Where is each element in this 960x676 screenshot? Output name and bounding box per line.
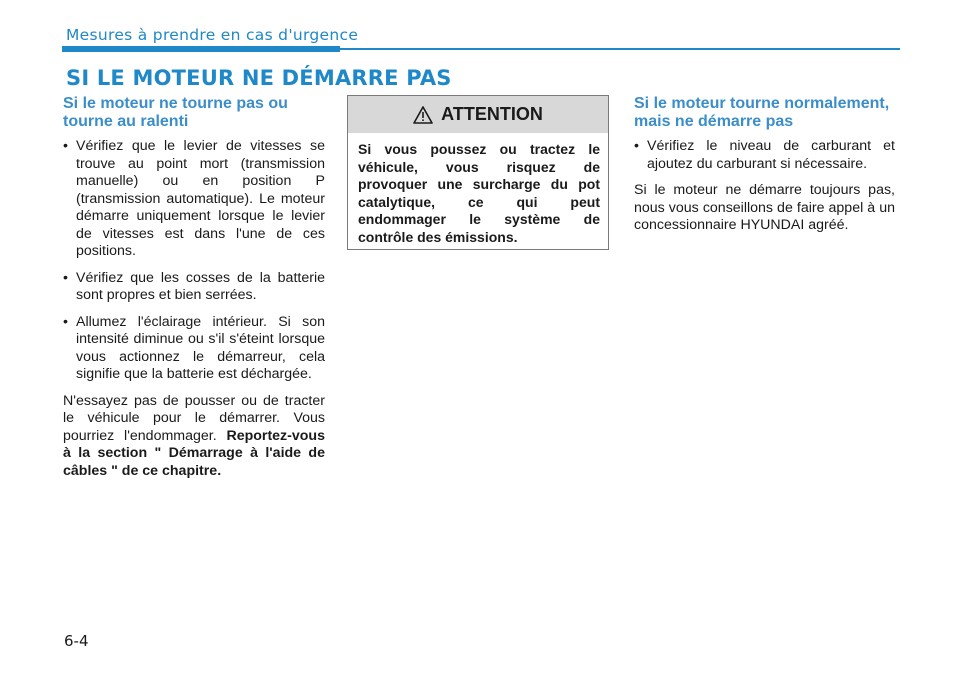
left-subtitle: Si le moteur ne tourne pas ou tourne au ralenti [63, 95, 288, 130]
left-paragraph-text: N'essayez pas de pousser ou de tracter le véhicule pour le démarrer. Vous pourriez l'endommager. [63, 392, 325, 444]
list-item: • Vérifiez que le levier de vitesses se trouve au point mort (transmission manuelle) ou en position P (transmission automatique). Le moteur démarre uniquement lorsque le levier de vitesses est dans l'une de ces positions. [63, 138, 325, 261]
warning-triangle-icon [413, 106, 433, 124]
warning-header [348, 96, 608, 133]
section-title: SI LE MOTEUR NE DÉMARRE PAS [66, 66, 452, 90]
left-paragraph [63, 393, 325, 481]
warning-title: ATTENTION [441, 104, 543, 124]
left-column [63, 95, 325, 480]
warning-box [347, 95, 609, 250]
left-bullet-list [63, 138, 325, 384]
chapter-title: Mesures à prendre en cas d'urgence [66, 26, 359, 44]
right-subtitle: Si le moteur tourne normalement, mais ne démarre pas [634, 95, 890, 130]
left-paragraph-bold: Reportez-vous à la section " Démarrage à l'aide de câbles " de ce chapitre. [63, 427, 325, 479]
list-item: • Vérifiez le niveau de carburant et ajoutez du carburant si nécessaire. [634, 138, 895, 173]
right-paragraph: Si le moteur ne démarre toujours pas, nous vous conseillons de faire appel à un concessionnaire HYUNDAI agréé. [634, 182, 895, 233]
chapter-title-bar [62, 46, 340, 52]
right-column [634, 95, 895, 235]
warning-body: Si vous poussez ou tractez le véhicule, vous risquez de provoquer une surcharge du pot catalytique, ce qui peut endommager le système de contrôle des émissions. [358, 141, 600, 245]
list-item: • Vérifiez que les cosses de la batterie sont propres et bien serrées. [63, 270, 325, 305]
header-rule [340, 48, 900, 50]
right-bullet-list [634, 138, 895, 173]
page-number: 6-4 [64, 632, 89, 650]
list-item: • Allumez l'éclairage intérieur. Si son intensité diminue ou s'il s'éteint lorsque vous actionnez le démarreur, cela signifie que la batterie est déchargée. [63, 314, 325, 384]
